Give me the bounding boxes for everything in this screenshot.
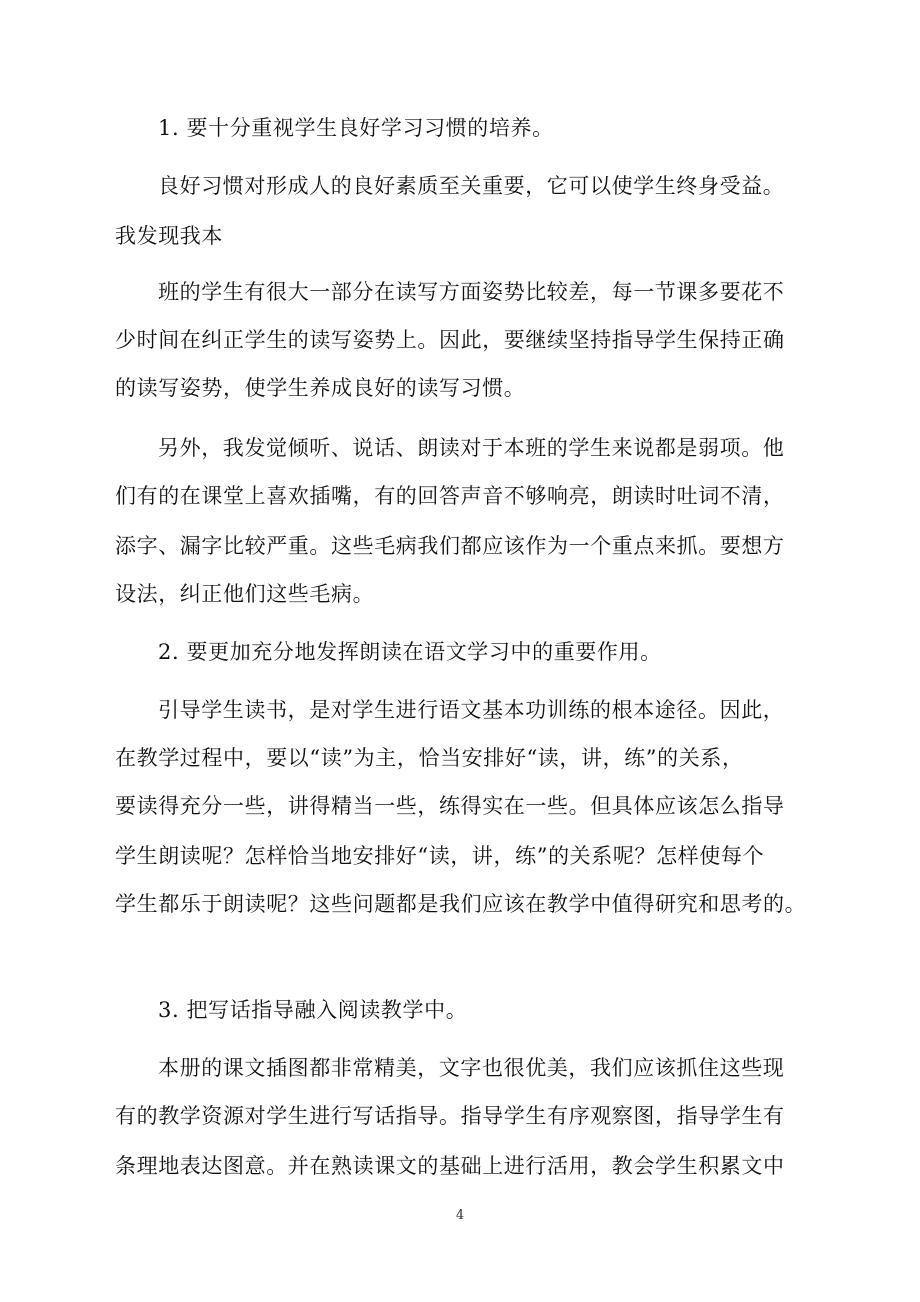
paragraph-line: 在教学过程中，要以“读”为主，恰当安排好“读，讲，练”的关系， [115,746,744,770]
paragraph-line: 添字、漏字比较严重。这些毛病我们都应该作为一个重点来抓。要想方 [115,534,785,558]
paragraph-line: 学生朗读呢？怎样恰当地安排好“读，讲，练”的关系呢？怎样使每个 [115,844,765,868]
heading-habits: 1. 要十分重视学生良好学习习惯的培养。 [158,116,554,140]
paragraph-line: 本册的课文插图都非常精美，文字也很优美，我们应该抓住这些现 [158,1056,785,1080]
paragraph-line: 条理地表达图意。并在熟读课文的基础上进行活用，教会学生积累文中 [115,1154,785,1178]
paragraph-line: 我发现我本 [115,224,223,248]
paragraph-line: 们有的在课堂上喜欢插嘴，有的回答声音不够响亮，朗读时吐词不清， [115,484,785,508]
paragraph-line: 设法，纠正他们这些毛病。 [115,582,375,606]
heading-reading-aloud: 2. 要更加充分地发挥朗读在语文学习中的重要作用。 [158,640,662,664]
paragraph-line: 学生都乐于朗读呢？这些问题都是我们应该在教学中值得研究和思考的。 [115,892,807,916]
paragraph-line: 良好习惯对形成人的良好素质至关重要，它可以使学生终身受益。 [158,174,785,198]
paragraph-line: 要读得充分一些，讲得精当一些，练得实在一些。但具体应该怎么指导 [115,794,785,818]
paragraph-line: 的读写姿势，使学生养成良好的读写习惯。 [115,376,526,400]
paragraph-line: 另外，我发觉倾听、说话、朗读对于本班的学生来说都是弱项。他 [158,436,785,460]
paragraph-line: 班的学生有很大一部分在读写方面姿势比较差，每一节课多要花不 [158,280,785,304]
paragraph-line: 有的教学资源对学生进行写话指导。指导学生有序观察图，指导学生有 [115,1104,785,1128]
paragraph-line: 引导学生读书，是对学生进行语文基本功训练的根本途径。因此， [158,698,785,722]
heading-writing-guidance: 3. 把写话指导融入阅读教学中。 [158,998,468,1022]
paragraph-line: 少时间在纠正学生的读写姿势上。因此，要继续坚持指导学生保持正确 [115,328,785,352]
page-number: 4 [455,1208,465,1223]
